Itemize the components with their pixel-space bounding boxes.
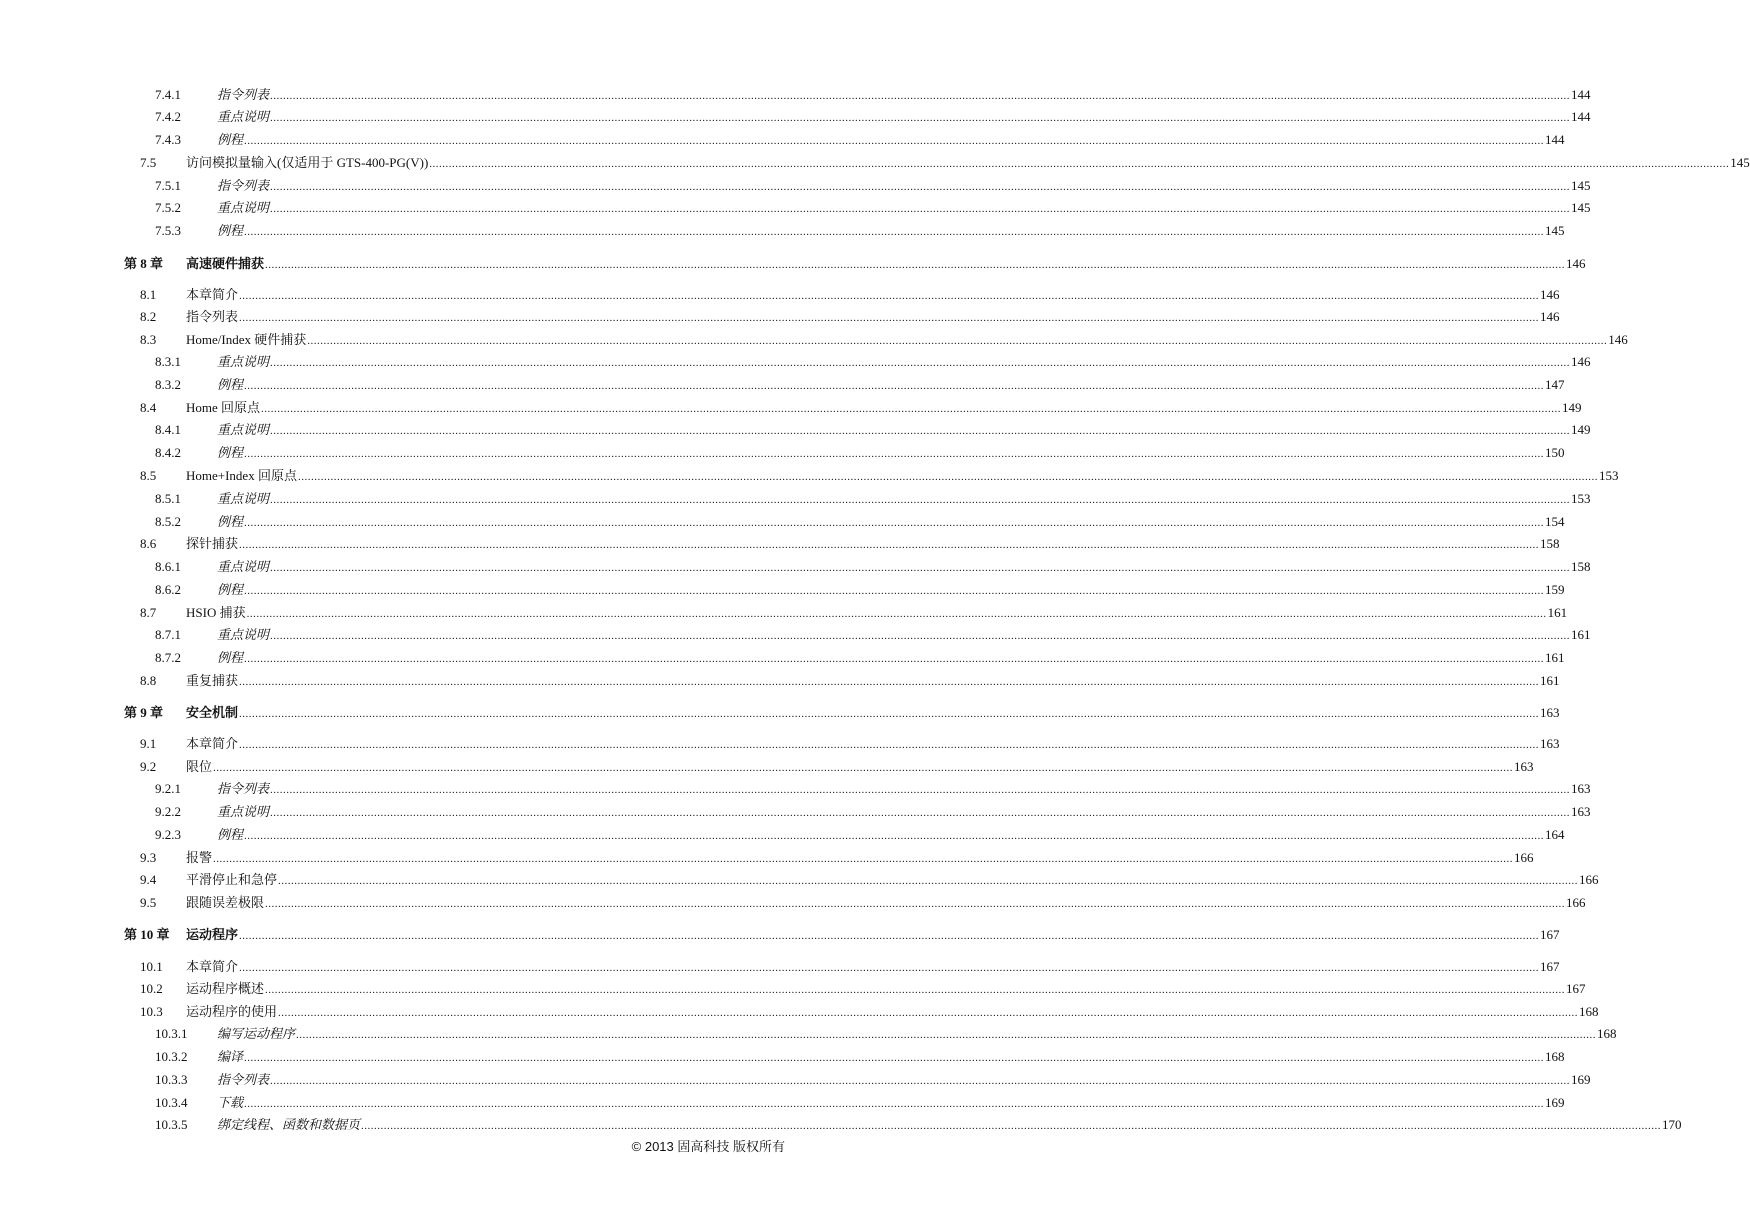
toc-leader-dots: ................................................................................................................................................................................................................................................................................................................................................................................................................ [265, 984, 1566, 996]
toc-page-number: 146 [1540, 309, 1560, 324]
toc-entry-title-line [186, 254, 1586, 275]
toc-entry-number: 9.2.3 [155, 827, 181, 842]
toc-entry-title: 重点说明 [217, 422, 270, 437]
toc-entry-title: Home+Index 回原点 [186, 468, 297, 483]
toc-leader-dots: ................................................................................................................................................................................................................................................................................................................................................................................................................ [278, 1007, 1579, 1019]
toc-entry-number: 8.5 [140, 468, 157, 483]
toc-entry-title-line [217, 443, 1565, 464]
toc-entry-number: 10.3.4 [155, 1095, 188, 1110]
toc-entry-number: 第 10 章 [124, 927, 170, 942]
toc-entry-title: Home/Index 硬件捕获 [186, 332, 307, 347]
toc-entry-title: 编写运动程序 [217, 1026, 296, 1041]
toc-page-number: 146 [1608, 332, 1628, 347]
toc-entry-number: 8.4 [140, 400, 157, 415]
toc-entry[interactable] [0, 957, 1560, 977]
toc-leader-dots: ................................................................................................................................................................................................................................................................................................................................................................................................................ [270, 630, 1571, 642]
toc-leader-dots: ................................................................................................................................................................................................................................................................................................................................................................................................................ [244, 1052, 1545, 1064]
toc-entry[interactable] [0, 512, 1565, 532]
toc-entry-title-line [217, 580, 1565, 601]
toc-entry-title: 重点说明 [217, 804, 270, 819]
toc-entry-title: 重点说明 [217, 491, 270, 506]
toc-page-number: 154 [1545, 514, 1565, 529]
toc-entry[interactable] [0, 420, 1591, 440]
toc-entry[interactable] [0, 534, 1560, 554]
toc-entry-title: 指令列表 [217, 178, 270, 193]
toc-page-number: 170 [1662, 1117, 1682, 1132]
toc-leader-dots: ................................................................................................................................................................................................................................................................................................................................................................................................................ [270, 807, 1571, 819]
toc-leader-dots: ................................................................................................................................................................................................................................................................................................................................................................................................................ [239, 708, 1540, 720]
toc-entry-number: 10.3.2 [155, 1049, 188, 1064]
toc-entry-title: 例程 [217, 377, 244, 392]
toc-entry-title-line [186, 307, 1560, 328]
toc-entry[interactable] [0, 1002, 1599, 1022]
toc-entry-title: 高速硬件捕获 [186, 256, 265, 271]
toc-entry[interactable] [0, 285, 1560, 305]
toc-entry[interactable] [0, 107, 1591, 127]
toc-page-number: 153 [1571, 491, 1591, 506]
toc-entry-number: 8.7.2 [155, 650, 181, 665]
toc-entry-number: 9.1 [140, 736, 157, 751]
toc-entry-title: 运动程序 [186, 927, 239, 942]
toc-page-number: 167 [1566, 981, 1586, 996]
toc-page-number: 163 [1514, 759, 1534, 774]
toc-entry-title-line [186, 979, 1586, 1000]
toc-page-number: 169 [1545, 1095, 1565, 1110]
toc-entry-title: 运动程序概述 [186, 981, 265, 996]
toc-entry-title-line [186, 671, 1560, 692]
toc-entry-title: 平滑停止和急停 [186, 872, 278, 887]
toc-entry-number: 7.5.2 [155, 200, 181, 215]
toc-entry-number: 8.6 [140, 536, 157, 551]
toc-entry-title-line [186, 534, 1560, 555]
toc-leader-dots: ................................................................................................................................................................................................................................................................................................................................................................................................................ [246, 608, 1547, 620]
toc-entry-title: 指令列表 [217, 781, 270, 796]
toc-entry-number: 7.5.1 [155, 178, 181, 193]
toc-entry[interactable] [0, 802, 1591, 822]
toc-page-number: 146 [1566, 256, 1586, 271]
toc-entry-title: 安全机制 [186, 705, 239, 720]
toc-entry-title-line [217, 1024, 1617, 1045]
toc-entry-number: 9.4 [140, 872, 157, 887]
toc-entry[interactable] [0, 1093, 1565, 1113]
toc-entry-title-line [217, 130, 1565, 151]
toc-leader-dots: ................................................................................................................................................................................................................................................................................................................................................................................................................ [244, 226, 1545, 238]
toc-entry-title-line [217, 512, 1565, 533]
toc-entry-title: 例程 [217, 514, 244, 529]
toc-entry-title: 指令列表 [217, 1072, 270, 1087]
toc-chapter-entry[interactable] [0, 925, 1560, 945]
toc-leader-dots: ................................................................................................................................................................................................................................................................................................................................................................................................................ [270, 90, 1571, 102]
toc-entry-title-line [186, 1002, 1599, 1023]
toc-leader-dots: ................................................................................................................................................................................................................................................................................................................................................................................................................ [244, 380, 1545, 392]
toc-leader-dots: ................................................................................................................................................................................................................................................................................................................................................................................................................ [265, 259, 1566, 271]
toc-page-number: 163 [1540, 736, 1560, 751]
toc-entry[interactable] [0, 221, 1565, 241]
toc-entry[interactable] [0, 330, 1628, 350]
toc-entry[interactable] [0, 870, 1599, 890]
toc-entry-title-line [217, 825, 1565, 846]
toc-entry-number: 第 9 章 [124, 705, 164, 720]
toc-entry-title: 编译 [217, 1049, 244, 1064]
toc-page-number: 153 [1598, 468, 1619, 483]
toc-entry[interactable] [0, 648, 1565, 668]
toc-entry[interactable] [0, 130, 1565, 150]
toc-entry-title-line [217, 557, 1591, 578]
toc-entry[interactable] [0, 1070, 1591, 1090]
toc-entry[interactable] [0, 398, 1582, 418]
toc-entry-number: 10.3 [140, 1004, 163, 1019]
toc-leader-dots: ................................................................................................................................................................................................................................................................................................................................................................................................................ [270, 112, 1571, 124]
toc-entry-title: 例程 [217, 223, 244, 238]
toc-page-number: 168 [1545, 1049, 1565, 1064]
toc-entry-title-line [217, 221, 1565, 242]
toc-entry-number: 10.3.1 [155, 1026, 188, 1041]
toc-leader-dots: ................................................................................................................................................................................................................................................................................................................................................................................................................ [297, 471, 1598, 483]
toc-entry-title-line [217, 1070, 1591, 1091]
toc-page-number: 167 [1540, 959, 1560, 974]
toc-page-number: 168 [1579, 1004, 1599, 1019]
toc-leader-dots: ................................................................................................................................................................................................................................................................................................................................................................................................................ [270, 357, 1571, 369]
toc-leader-dots: ................................................................................................................................................................................................................................................................................................................................................................................................................ [429, 158, 1730, 170]
toc-entry[interactable] [0, 1115, 1682, 1135]
toc-entry-title-line [186, 757, 1534, 778]
toc-entry-number: 10.3.5 [155, 1117, 188, 1132]
toc-entry[interactable] [0, 1047, 1565, 1067]
toc-page-number: 158 [1540, 536, 1560, 551]
toc-entry-title: 重点说明 [217, 200, 270, 215]
toc-entry[interactable] [0, 489, 1591, 509]
toc-page-number: 149 [1571, 422, 1591, 437]
toc-entry-number: 7.4.3 [155, 132, 181, 147]
toc-entry-number: 9.5 [140, 895, 157, 910]
toc-chapter-entry[interactable] [0, 703, 1560, 723]
toc-entry[interactable] [0, 580, 1565, 600]
toc-entry-number: 8.6.1 [155, 559, 181, 574]
toc-entry-title: 运动程序的使用 [186, 1004, 278, 1019]
toc-leader-dots: ................................................................................................................................................................................................................................................................................................................................................................................................................ [244, 653, 1545, 665]
toc-entry[interactable] [0, 176, 1591, 196]
toc-entry-number: 8.2 [140, 309, 157, 324]
toc-entry-number: 8.5.2 [155, 514, 181, 529]
toc-page-number: 166 [1566, 895, 1586, 910]
toc-page-number: 166 [1514, 850, 1534, 865]
toc-page-number: 144 [1571, 109, 1591, 124]
toc-entry[interactable] [0, 375, 1565, 395]
toc-page-number: 145 [1571, 200, 1591, 215]
toc-leader-dots: ................................................................................................................................................................................................................................................................................................................................................................................................................ [213, 853, 1514, 865]
toc-leader-dots: ................................................................................................................................................................................................................................................................................................................................................................................................................ [270, 425, 1571, 437]
toc-entry-title: 跟随误差极限 [186, 895, 265, 910]
toc-leader-dots: ................................................................................................................................................................................................................................................................................................................................................................................................................ [270, 203, 1571, 215]
toc-entry[interactable] [0, 557, 1591, 577]
toc-entry-title-line [186, 285, 1560, 306]
toc-entry[interactable] [0, 198, 1591, 218]
toc-entry-number: 8.1 [140, 287, 157, 302]
toc-entry-title-line [217, 420, 1591, 441]
toc-page-number: 147 [1545, 377, 1565, 392]
toc-entry-title: 访问模拟量输入(仅适用于 GTS-400-PG(V)) [186, 155, 429, 170]
toc-entry[interactable] [0, 848, 1534, 868]
toc-page-number: 167 [1540, 927, 1560, 942]
toc-entry-title-line [186, 870, 1599, 891]
toc-entry[interactable] [0, 352, 1591, 372]
toc-entry-title: 探针捕获 [186, 536, 239, 551]
toc-entry-title-line [186, 153, 1750, 174]
toc-entry[interactable] [0, 734, 1560, 754]
toc-entry[interactable] [0, 625, 1591, 645]
toc-entry[interactable] [0, 1024, 1617, 1044]
toc-entry-number: 8.3.1 [155, 354, 181, 369]
toc-page-number: 163 [1571, 804, 1591, 819]
toc-entry-title: 本章简介 [186, 736, 239, 751]
toc-leader-dots: ................................................................................................................................................................................................................................................................................................................................................................................................................ [278, 875, 1579, 887]
toc-entry-title-line [186, 603, 1568, 624]
toc-entry-number: 8.3.2 [155, 377, 181, 392]
toc-entry[interactable] [0, 671, 1560, 691]
toc-page-number: 161 [1571, 627, 1591, 642]
toc-page-number: 163 [1540, 705, 1560, 720]
toc-entry-title-line [217, 1047, 1565, 1068]
toc-leader-dots: ................................................................................................................................................................................................................................................................................................................................................................................................................ [239, 739, 1540, 751]
toc-leader-dots: ................................................................................................................................................................................................................................................................................................................................................................................................................ [307, 335, 1608, 347]
toc-entry-title: 重复捕获 [186, 673, 239, 688]
toc-entry-title: 例程 [217, 445, 244, 460]
toc-entry-number: 9.3 [140, 850, 157, 865]
toc-leader-dots: ................................................................................................................................................................................................................................................................................................................................................................................................................ [361, 1120, 1662, 1132]
toc-leader-dots: ................................................................................................................................................................................................................................................................................................................................................................................................................ [244, 135, 1545, 147]
toc-entry-title: 重点说明 [217, 627, 270, 642]
toc-page-number: 161 [1547, 605, 1568, 620]
toc-entry-title-line [186, 893, 1586, 914]
toc-leader-dots: ................................................................................................................................................................................................................................................................................................................................................................................................................ [239, 676, 1540, 688]
toc-page-number: 146 [1571, 354, 1591, 369]
toc-entry-title: 例程 [217, 650, 244, 665]
toc-leader-dots: ................................................................................................................................................................................................................................................................................................................................................................................................................ [261, 403, 1562, 415]
toc-entry-title-line [186, 703, 1560, 724]
toc-page-number: 144 [1545, 132, 1565, 147]
toc-entry-title: 指令列表 [186, 309, 239, 324]
toc-leader-dots: ................................................................................................................................................................................................................................................................................................................................................................................................................ [270, 562, 1571, 574]
toc-entry[interactable] [0, 757, 1534, 777]
toc-entry[interactable] [0, 779, 1591, 799]
toc-entry-title-line [217, 1115, 1682, 1136]
toc-page-number: 168 [1597, 1026, 1617, 1041]
toc-entry-number: 8.3 [140, 332, 157, 347]
toc-entry-number: 10.3.3 [155, 1072, 188, 1087]
toc-entry-title-line [186, 957, 1560, 978]
toc-page-number: 163 [1571, 781, 1591, 796]
toc-entry-title: 绑定线程、函数和数据页 [217, 1117, 361, 1132]
toc-leader-dots: ................................................................................................................................................................................................................................................................................................................................................................................................................ [239, 539, 1540, 551]
toc-entry-title: 报警 [186, 850, 213, 865]
toc-entry-number: 7.4.2 [155, 109, 181, 124]
toc-entry-number: 8.5.1 [155, 491, 181, 506]
toc-entry-title-line [217, 176, 1591, 197]
toc-page-number: 159 [1545, 582, 1565, 597]
toc-entry-title-line [217, 352, 1591, 373]
toc-entry-title-line [217, 625, 1591, 646]
toc-entry-title-line [186, 734, 1560, 755]
toc-entry-number: 8.7.1 [155, 627, 181, 642]
toc-page-number: 150 [1545, 445, 1565, 460]
toc-leader-dots: ................................................................................................................................................................................................................................................................................................................................................................................................................ [244, 830, 1545, 842]
toc-entry[interactable] [0, 893, 1586, 913]
toc-leader-dots: ................................................................................................................................................................................................................................................................................................................................................................................................................ [270, 494, 1571, 506]
toc-entry[interactable] [0, 443, 1565, 463]
toc-leader-dots: ................................................................................................................................................................................................................................................................................................................................................................................................................ [296, 1029, 1597, 1041]
toc-entry-title: 例程 [217, 582, 244, 597]
toc-leader-dots: ................................................................................................................................................................................................................................................................................................................................................................................................................ [239, 962, 1540, 974]
toc-entry-title-line [186, 398, 1582, 419]
toc-entry-title-line [217, 1093, 1565, 1114]
toc-entry-number: 7.5.3 [155, 223, 181, 238]
toc-entry-title: Home 回原点 [186, 400, 261, 415]
toc-entry[interactable] [0, 153, 1750, 173]
toc-leader-dots: ................................................................................................................................................................................................................................................................................................................................................................................................................ [265, 898, 1566, 910]
toc-page-number: 144 [1571, 87, 1591, 102]
toc-page-number: 164 [1545, 827, 1565, 842]
toc-entry-title-line [217, 802, 1591, 823]
toc-entry-number: 9.2.2 [155, 804, 181, 819]
toc-entry-number: 8.6.2 [155, 582, 181, 597]
toc-entry-title: 本章简介 [186, 287, 239, 302]
toc-leader-dots: ................................................................................................................................................................................................................................................................................................................................................................................................................ [270, 181, 1571, 193]
toc-entry-title-line [217, 85, 1591, 106]
toc-entry[interactable] [0, 466, 1619, 486]
toc-entry-number: 10.2 [140, 981, 163, 996]
toc-entry-title-line [186, 466, 1619, 487]
toc-entry-number: 8.4.1 [155, 422, 181, 437]
toc-entry[interactable] [0, 85, 1591, 105]
toc-page-number: 145 [1730, 155, 1750, 170]
toc-page-number: 161 [1545, 650, 1565, 665]
toc-entry-number: 8.4.2 [155, 445, 181, 460]
toc-leader-dots: ................................................................................................................................................................................................................................................................................................................................................................................................................ [244, 448, 1545, 460]
toc-page-number: 166 [1579, 872, 1599, 887]
toc-chapter-entry[interactable] [0, 254, 1586, 274]
toc-entry-number: 9.2 [140, 759, 157, 774]
toc-entry-title: 重点说明 [217, 109, 270, 124]
toc-page-number: 169 [1571, 1072, 1591, 1087]
toc-entry-title-line [217, 648, 1565, 669]
toc-entry-title-line [186, 330, 1628, 351]
toc-page-number: 146 [1540, 287, 1560, 302]
copyright-footer: © 2013 固高科技 版权所有 [631, 1139, 785, 1154]
toc-page-number: 161 [1540, 673, 1560, 688]
toc-entry-number: 第 8 章 [124, 256, 164, 271]
toc-entry-title-line [186, 925, 1560, 946]
toc-entry-title: HSIO 捕获 [186, 605, 246, 620]
toc-entry[interactable] [0, 307, 1560, 327]
toc-entry-number: 10.1 [140, 959, 163, 974]
toc-entry[interactable] [0, 979, 1586, 999]
toc-entry-title-line [217, 489, 1591, 510]
toc-page-number: 145 [1571, 178, 1591, 193]
toc-entry-title: 本章简介 [186, 959, 239, 974]
toc-entry-title: 重点说明 [217, 354, 270, 369]
toc-entry-title: 例程 [217, 132, 244, 147]
toc-entry-title: 例程 [217, 827, 244, 842]
toc-leader-dots: ................................................................................................................................................................................................................................................................................................................................................................................................................ [244, 517, 1545, 529]
toc-entry-number: 8.7 [140, 605, 157, 620]
toc-entry-number: 9.2.1 [155, 781, 181, 796]
toc-leader-dots: ................................................................................................................................................................................................................................................................................................................................................................................................................ [213, 762, 1514, 774]
toc-entry-title-line [217, 779, 1591, 800]
toc-entry[interactable] [0, 603, 1568, 623]
toc-entry-number: 7.5 [140, 155, 157, 170]
toc-entry-title-line [217, 198, 1591, 219]
toc-entry-title-line [217, 375, 1565, 396]
toc-entry-title: 限位 [186, 759, 213, 774]
toc-entry-title: 下载 [217, 1095, 244, 1110]
toc-entry-number: 8.8 [140, 673, 157, 688]
toc-entry-title-line [217, 107, 1591, 128]
toc-entry-title: 重点说明 [217, 559, 270, 574]
toc-entry-title: 指令列表 [217, 87, 270, 102]
toc-leader-dots: ................................................................................................................................................................................................................................................................................................................................................................................................................ [239, 930, 1540, 942]
toc-entry[interactable] [0, 825, 1565, 845]
toc-entry-title-line [186, 848, 1534, 869]
toc-page-number: 145 [1545, 223, 1565, 238]
toc-leader-dots: ................................................................................................................................................................................................................................................................................................................................................................................................................ [270, 784, 1571, 796]
toc-leader-dots: ................................................................................................................................................................................................................................................................................................................................................................................................................ [244, 1098, 1545, 1110]
toc-page-number: 158 [1571, 559, 1591, 574]
toc-leader-dots: ................................................................................................................................................................................................................................................................................................................................................................................................................ [270, 1075, 1571, 1087]
toc-page-number: 149 [1562, 400, 1582, 415]
toc-leader-dots: ................................................................................................................................................................................................................................................................................................................................................................................................................ [239, 290, 1540, 302]
toc-leader-dots: ................................................................................................................................................................................................................................................................................................................................................................................................................ [244, 585, 1545, 597]
toc-leader-dots: ................................................................................................................................................................................................................................................................................................................................................................................................................ [239, 312, 1540, 324]
toc-entry-number: 7.4.1 [155, 87, 181, 102]
